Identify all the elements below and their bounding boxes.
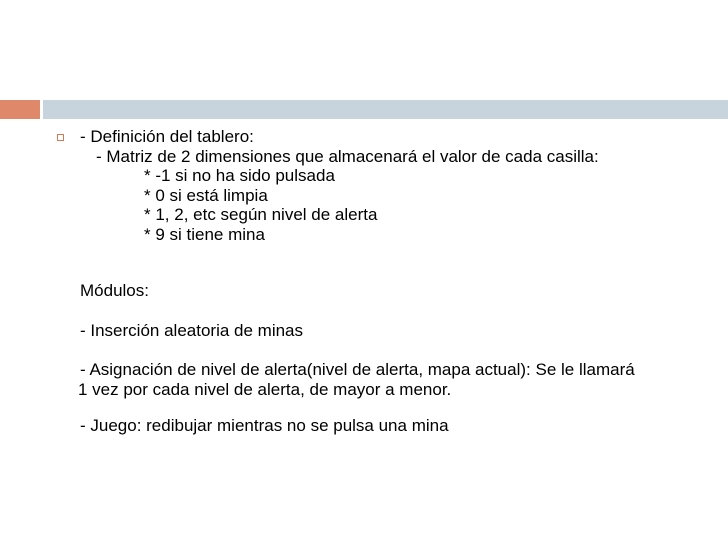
module-game: - Juego: redibujar mientras no se pulsa una mina <box>80 416 449 435</box>
slide-content <box>80 127 698 436</box>
title-bar <box>43 100 728 119</box>
definition-line: - Definición del tablero: <box>80 127 254 146</box>
value-not-pressed: * -1 si no ha sido pulsada <box>144 166 335 185</box>
module-assignment-line-1: - Asignación de nivel de alerta(nivel de alerta, mapa actual): Se le llamará <box>80 360 635 379</box>
module-insertion: - Inserción aleatoria de minas <box>80 320 304 340</box>
value-mine: * 9 si tiene mina <box>144 224 265 244</box>
modules-heading: Módulos: <box>80 281 149 300</box>
matrix-line: - Matriz de 2 dimensiones que almacenará el valor de cada casilla: <box>96 146 599 166</box>
square-bullet-icon <box>57 134 64 141</box>
accent-bar <box>0 100 40 119</box>
value-alert-level: * 1, 2, etc según nivel de alerta <box>144 205 378 224</box>
value-clean: * 0 si está limpia <box>144 185 268 205</box>
module-assignment-line-2: 1 vez por cada nivel de alerta, de mayor a menor. <box>78 379 452 399</box>
